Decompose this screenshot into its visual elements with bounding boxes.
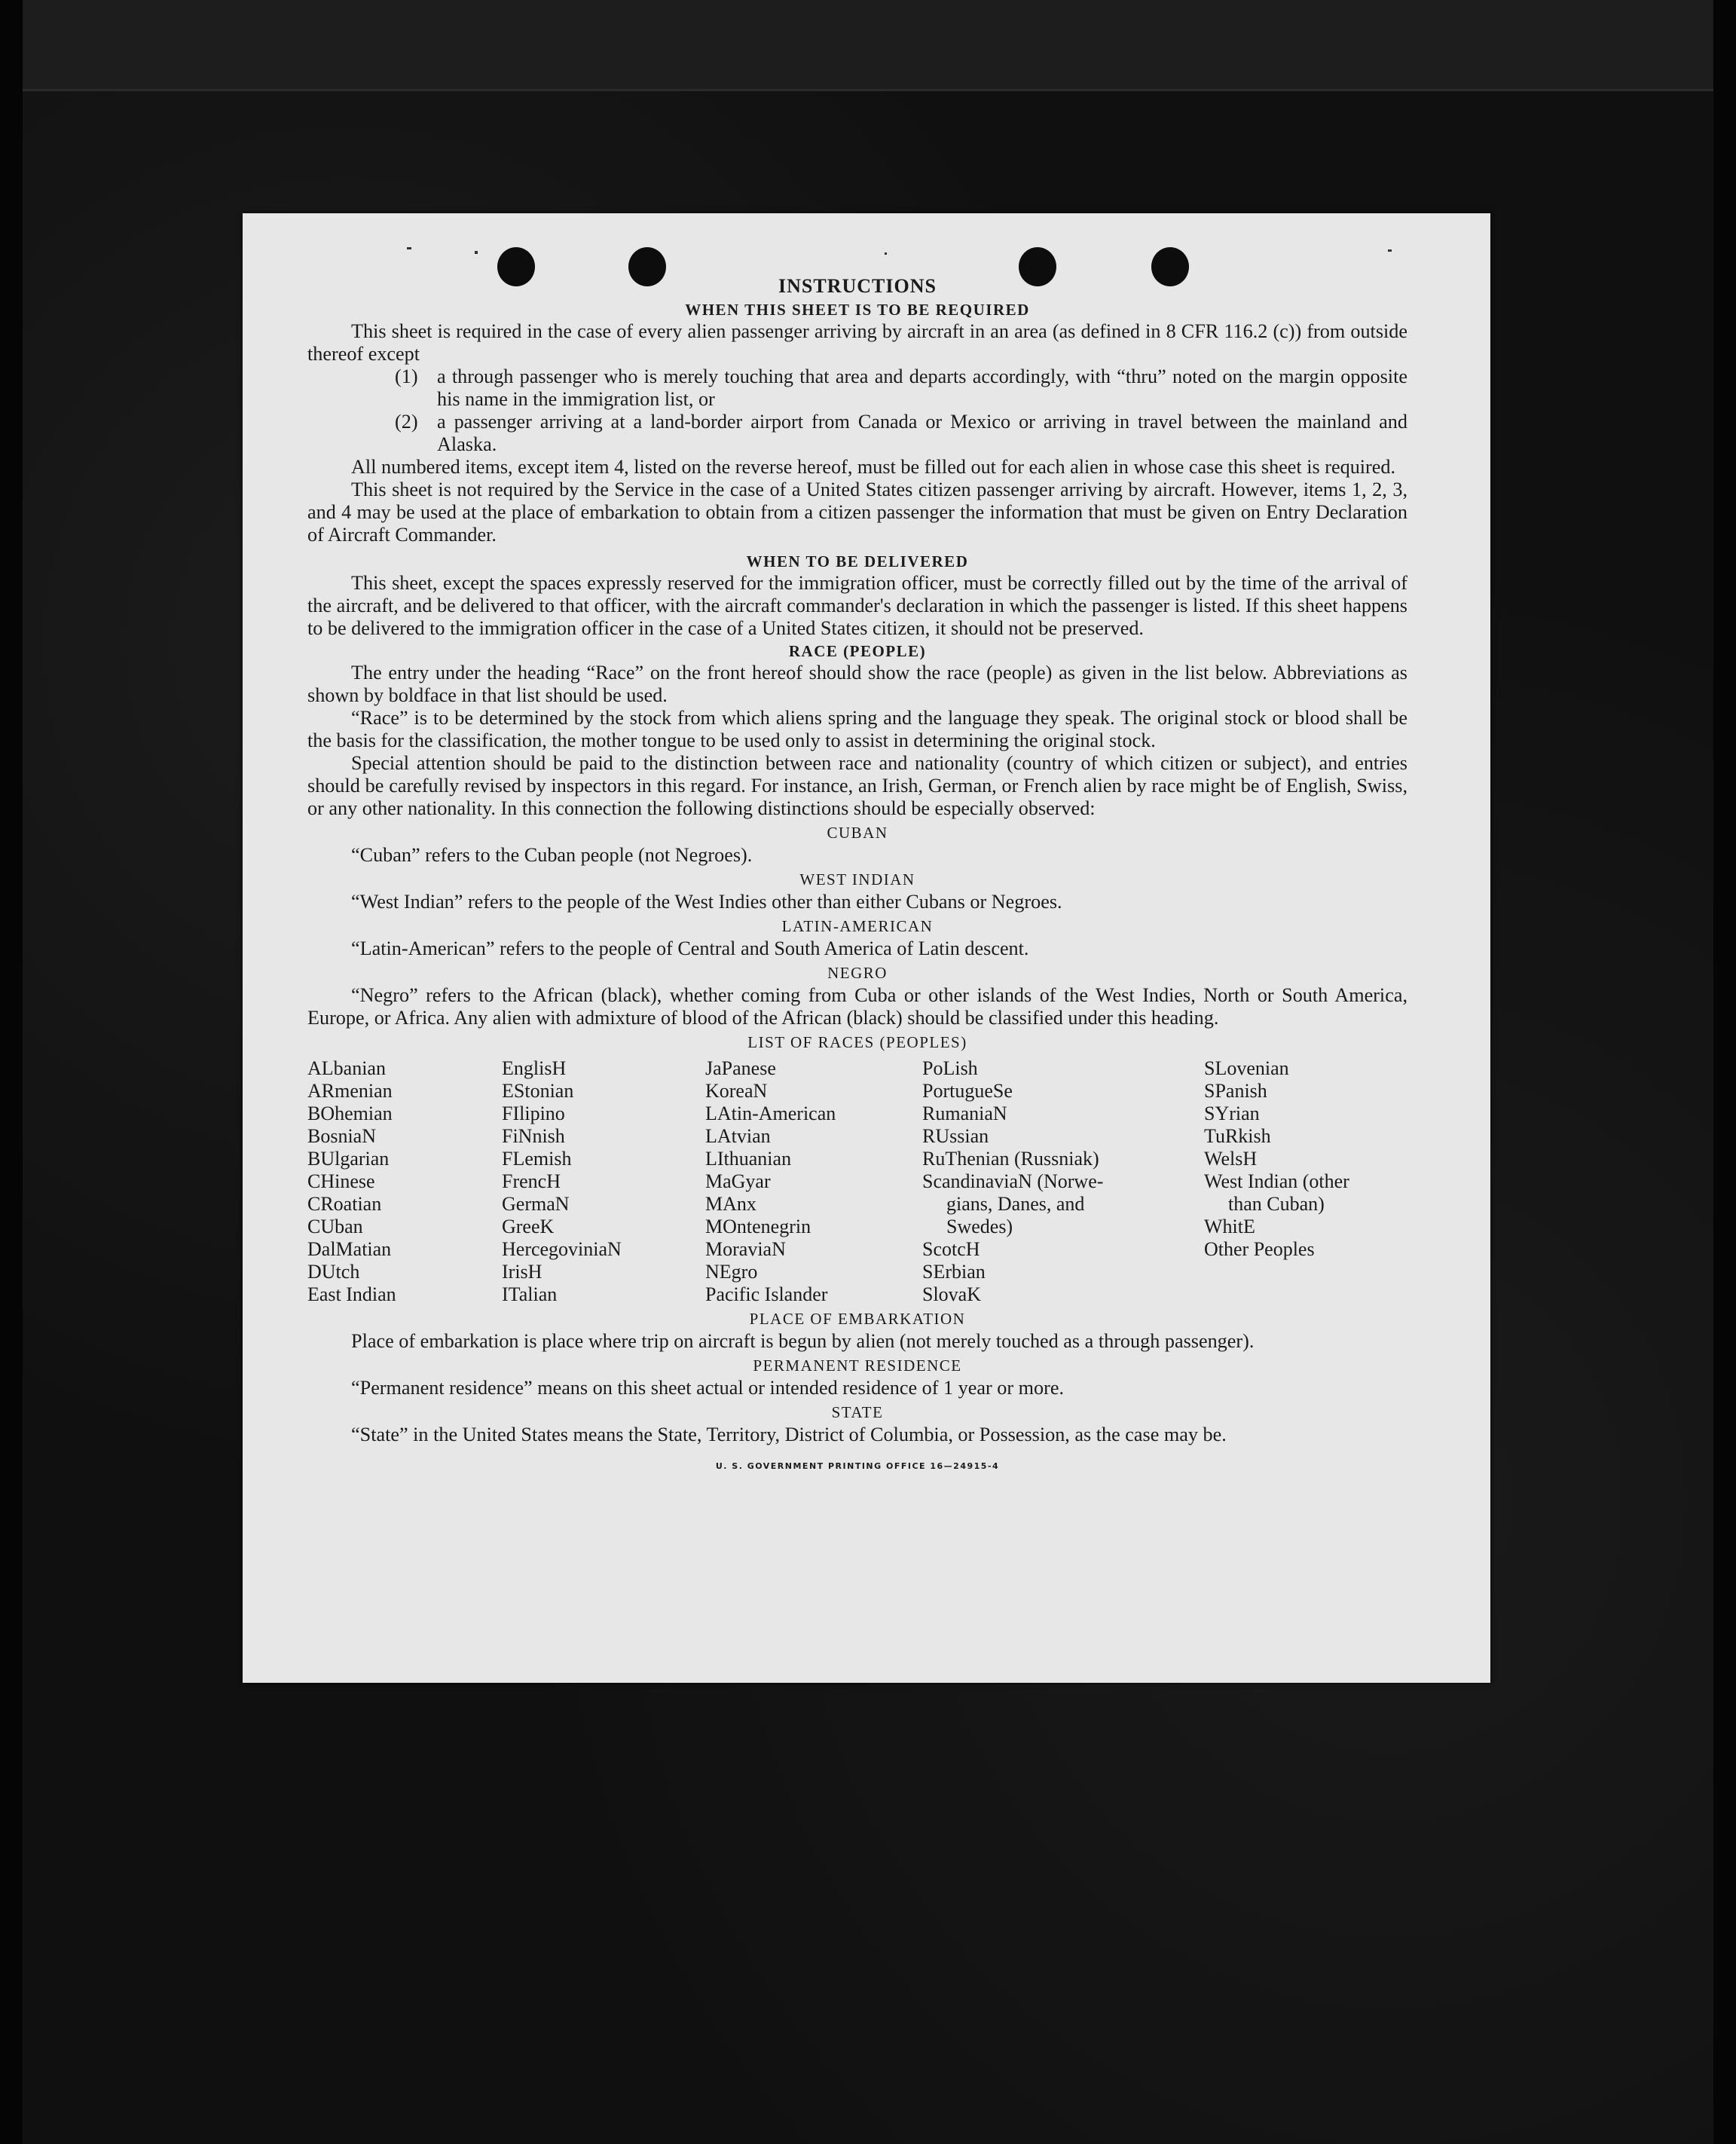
race-entry: WhitE (1204, 1216, 1255, 1237)
race-entry: LAtvian (705, 1125, 771, 1147)
race-list (307, 1057, 1407, 1306)
printing-office-footer: U. S. GOVERNMENT PRINTING OFFICE 16—24915-4 (715, 1461, 1000, 1471)
race-column (502, 1057, 705, 1306)
section-heading-delivered: WHEN TO BE DELIVERED (746, 552, 969, 570)
race-entry: FLemish (502, 1148, 572, 1170)
item-number: (1) (395, 365, 418, 387)
race-entry: MoraviaN (705, 1238, 786, 1260)
race-entry: WelsH (1204, 1148, 1258, 1170)
paragraph: The entry under the heading “Race” on the front hereof should show the race (people) as given in the list below. Abbreviations as shown by boldface in that list should be used. (307, 662, 1407, 706)
item-text: a through passenger who is merely touching that area and departs accordingly, with “thru” noted on the margin opposite his name in the immigration list, or (437, 365, 1407, 410)
race-entry: NEgro (705, 1261, 758, 1283)
paragraph: “West Indian” refers to the people of the West Indies other than either Cubans or Negroes. (351, 891, 1062, 913)
exception-item (395, 365, 1407, 411)
race-entry: IrisH (502, 1261, 542, 1283)
exception-item (395, 411, 1407, 456)
subheading-permanent-residence: PERMANENT RESIDENCE (753, 1356, 962, 1375)
race-entry: HercegoviniaN (502, 1238, 622, 1260)
race-entry: ScandinaviaN (Norwe- (922, 1170, 1104, 1192)
race-entry: BosniaN (307, 1125, 376, 1147)
race-entry: SLovenian (1204, 1057, 1289, 1079)
race-entry: ITalian (502, 1283, 558, 1305)
race-entry: CUban (307, 1216, 363, 1237)
list-of-races-heading: LIST OF RACES (PEOPLES) (747, 1033, 967, 1051)
race-column (1204, 1057, 1407, 1306)
race-entry: LIthuanian (705, 1148, 792, 1170)
race-column (705, 1057, 922, 1306)
paragraph: This sheet is required in the case of every alien passenger arriving by aircraft in an area (as defined in 8 CFR 116.2 (c)) from outside thereof except (307, 320, 1407, 365)
item-text: a passenger arriving at a land-border airport from Canada or Mexico or arriving in travel between the mainland and Alaska. (437, 411, 1407, 455)
paragraph: “Latin-American” refers to the people of Central and South America of Latin descent. (351, 937, 1029, 959)
paragraph: Place of embarkation is place where trip on aircraft is begun by alien (not merely touched as a through passenger). (351, 1330, 1255, 1352)
paragraph: This sheet, except the spaces expressly reserved for the immigration officer, must be correctly filled out by the time of the arrival of the aircraft, and be delivered to that officer, with the aircraft commander's declaration in which the passenger is listed. If this sheet happens to be delivered to the immigration officer in the case of a United States citizen, it should not be preserved. (307, 572, 1407, 639)
race-entry: ScotcH (922, 1238, 980, 1260)
race-entry: EnglisH (502, 1057, 567, 1079)
subheading-cuban: CUBAN (827, 824, 888, 842)
race-entry: JaPanese (705, 1057, 776, 1079)
scan-speck (885, 252, 887, 255)
scan-speck (475, 251, 478, 254)
subheading-negro: NEGRO (827, 964, 888, 982)
race-entry: TuRkish (1204, 1125, 1271, 1147)
race-entry: PortugueSe (922, 1080, 1013, 1102)
race-entry: SlovaK (922, 1283, 981, 1305)
paragraph: All numbered items, except item 4, listed on the reverse hereof, must be filled out for each alien in whose case this sheet is required. (351, 456, 1396, 478)
race-entry: SPanish (1204, 1080, 1267, 1102)
paragraph: “Cuban” refers to the Cuban people (not Negroes). (351, 844, 753, 866)
race-entry: FiNnish (502, 1125, 565, 1147)
race-entry: West Indian (other (1204, 1170, 1349, 1192)
paragraph: This sheet is not required by the Service in the case of a United States citizen passenger arriving by aircraft. However, items 1, 2, 3, and 4 may be used at the place of embarkation to obtain from a citizen passenger the information that must be given on Entry Declaration of Aircraft Commander. (307, 479, 1407, 546)
scan-speck (1388, 249, 1392, 252)
page-title: INSTRUCTIONS (778, 275, 937, 297)
scanner-top-band (0, 0, 1736, 91)
race-entry: PoLish (922, 1057, 978, 1079)
instructions-text (307, 275, 1407, 1478)
race-entry: RumaniaN (922, 1103, 1007, 1124)
race-entry: SYrian (1204, 1103, 1260, 1124)
race-entry: LAtin-American (705, 1103, 836, 1124)
race-entry: DUtch (307, 1261, 360, 1283)
item-number: (2) (395, 411, 418, 433)
race-entry: GreeK (502, 1216, 555, 1237)
paragraph: Special attention should be paid to the distinction between race and nationality (country of which citizen or subject), and entries should be carefully revised by inspectors in this regard. For instance, an Irish, German, or French alien by race might be of English, Swiss, or any other nationality. In this connection the following distinctions should be especially observed: (307, 752, 1407, 819)
race-entry: FrencH (502, 1170, 561, 1192)
scan-speck (407, 247, 411, 249)
race-entry: RUssian (922, 1125, 989, 1147)
race-entry-continued: gians, Danes, and (946, 1193, 1085, 1215)
race-entry: MAnx (705, 1193, 756, 1215)
race-entry: Pacific Islander (705, 1283, 828, 1305)
race-column (922, 1057, 1204, 1306)
subheading-latin-american: LATIN-AMERICAN (781, 917, 934, 935)
scan-edge-right (1713, 0, 1736, 2144)
race-entry: BOhemian (307, 1103, 393, 1124)
race-entry: GermaN (502, 1193, 570, 1215)
race-entry: EStonian (502, 1080, 574, 1102)
subheading-state: STATE (831, 1403, 884, 1421)
paragraph: “Negro” refers to the African (black), whether coming from Cuba or other islands of the West Indies, North or South America, Europe, or Africa. Any alien with admixture of blood of the African (black) should be classified under this heading. (307, 984, 1407, 1029)
paragraph: “Race” is to be determined by the stock from which aliens spring and the language they speak. The original stock or blood shall be the basis for the classification, the mother tongue to be used only to assist in determining the original stock. (307, 707, 1407, 751)
race-entry: SErbian (922, 1261, 986, 1283)
race-column (307, 1057, 502, 1306)
race-entry: MaGyar (705, 1170, 771, 1192)
race-entry: Other Peoples (1204, 1238, 1315, 1260)
race-entry: ARmenian (307, 1080, 393, 1102)
section-heading-race: RACE (PEOPLE) (788, 642, 927, 660)
subheading-west-indian: WEST INDIAN (799, 870, 915, 888)
race-entry: CRoatian (307, 1193, 382, 1215)
race-entry: DalMatian (307, 1238, 392, 1260)
paragraph: “State” in the United States means the State, Territory, District of Columbia, or Possession, as the case may be. (351, 1424, 1227, 1445)
race-entry-continued: than Cuban) (1228, 1193, 1325, 1215)
race-entry-continued: Swedes) (946, 1216, 1013, 1237)
section-heading-required: WHEN THIS SHEET IS TO BE REQUIRED (685, 301, 1030, 319)
document-sheet (243, 213, 1490, 1683)
race-entry: ALbanian (307, 1057, 386, 1079)
race-entry: RuThenian (Russniak) (922, 1148, 1099, 1170)
race-entry: FIlipino (502, 1103, 565, 1124)
race-entry: BUlgarian (307, 1148, 390, 1170)
race-entry: East Indian (307, 1283, 396, 1305)
paragraph: “Permanent residence” means on this sheet actual or intended residence of 1 year or more. (351, 1377, 1064, 1399)
race-entry: CHinese (307, 1170, 375, 1192)
race-entry: MOntenegrin (705, 1216, 811, 1237)
scan-edge-left (0, 0, 23, 2144)
subheading-embarkation: PLACE OF EMBARKATION (749, 1310, 966, 1328)
race-entry: KoreaN (705, 1080, 768, 1102)
